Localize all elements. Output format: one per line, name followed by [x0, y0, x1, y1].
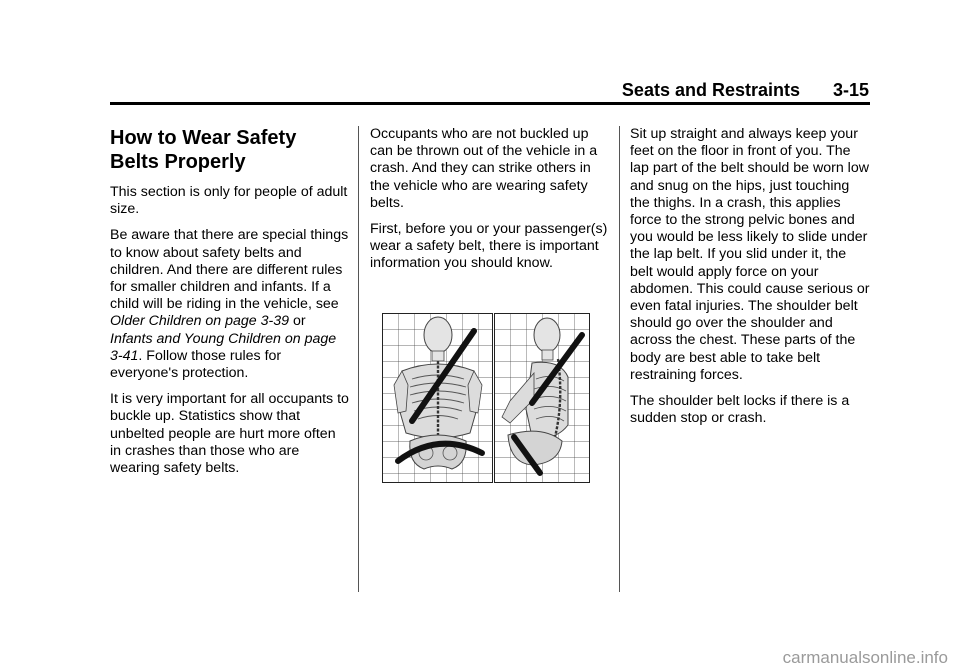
paragraph-statistics: It is very important for all occupants to buckle up. Statistics show that unbelted people are hurt more often in crashes than those who are wearing safety belts. [110, 391, 349, 477]
paragraph-adult-size: This section is only for people of adult size. [110, 184, 348, 218]
watermark: carmanualsonline.info [782, 648, 948, 667]
paragraph-sit-up-straight: Sit up straight and always keep your feet on the floor in front of you. The lap part of the belt should be worn low and snug on the hips, just touching the thighs. In a crash, this applies force to the strong pelvic bones and you would be less likely to slide under the lap belt. If you slid under it, the belt would apply force on your abdomen. This could cause serious or even fatal injuries. The shoulder belt should go over the shoulder and across the chest. These parts of the body are best able to take belt restraining forces. [630, 126, 870, 383]
front-view-panel [383, 314, 493, 483]
paragraph-text: Be aware that there are special things to know about safety belts and children. And there are different rules for smaller children and infants. If a child will be riding in the vehicle, see [110, 227, 349, 313]
column-1 [110, 126, 350, 486]
link-infants-young-children[interactable]: Infants and Young Children on page 3-41 [110, 330, 337, 364]
header-rule [110, 102, 870, 105]
paragraph-before-wearing: First, before you or your passenger(s) wear a safety belt, there is important information you should know. [370, 221, 608, 272]
safety-belt-illustration [382, 313, 590, 483]
column-2 [370, 126, 610, 282]
paragraph-text: . Follow those rules for everyone's protection. [110, 347, 282, 382]
paragraph-text: or [289, 313, 306, 330]
link-older-children[interactable]: Older Children on page 3-39 [110, 313, 290, 330]
column-divider-2 [619, 126, 620, 592]
paragraph-children [110, 227, 350, 382]
column-divider-1 [358, 126, 359, 592]
side-view-panel [495, 314, 590, 483]
section-heading: How to Wear Safety Belts Properly [110, 127, 297, 173]
page-number: 3-15 [832, 80, 869, 100]
paragraph-unbuckled: Occupants who are not buckled up can be thrown out of the vehicle in a crash. And they can strike others in the vehicle who are wearing safety belts. [370, 126, 598, 211]
section-title-header: Seats and Restraints [621, 80, 800, 100]
column-3 [630, 126, 870, 436]
paragraph-belt-locks: The shoulder belt locks if there is a sudden stop or crash. [630, 393, 850, 427]
